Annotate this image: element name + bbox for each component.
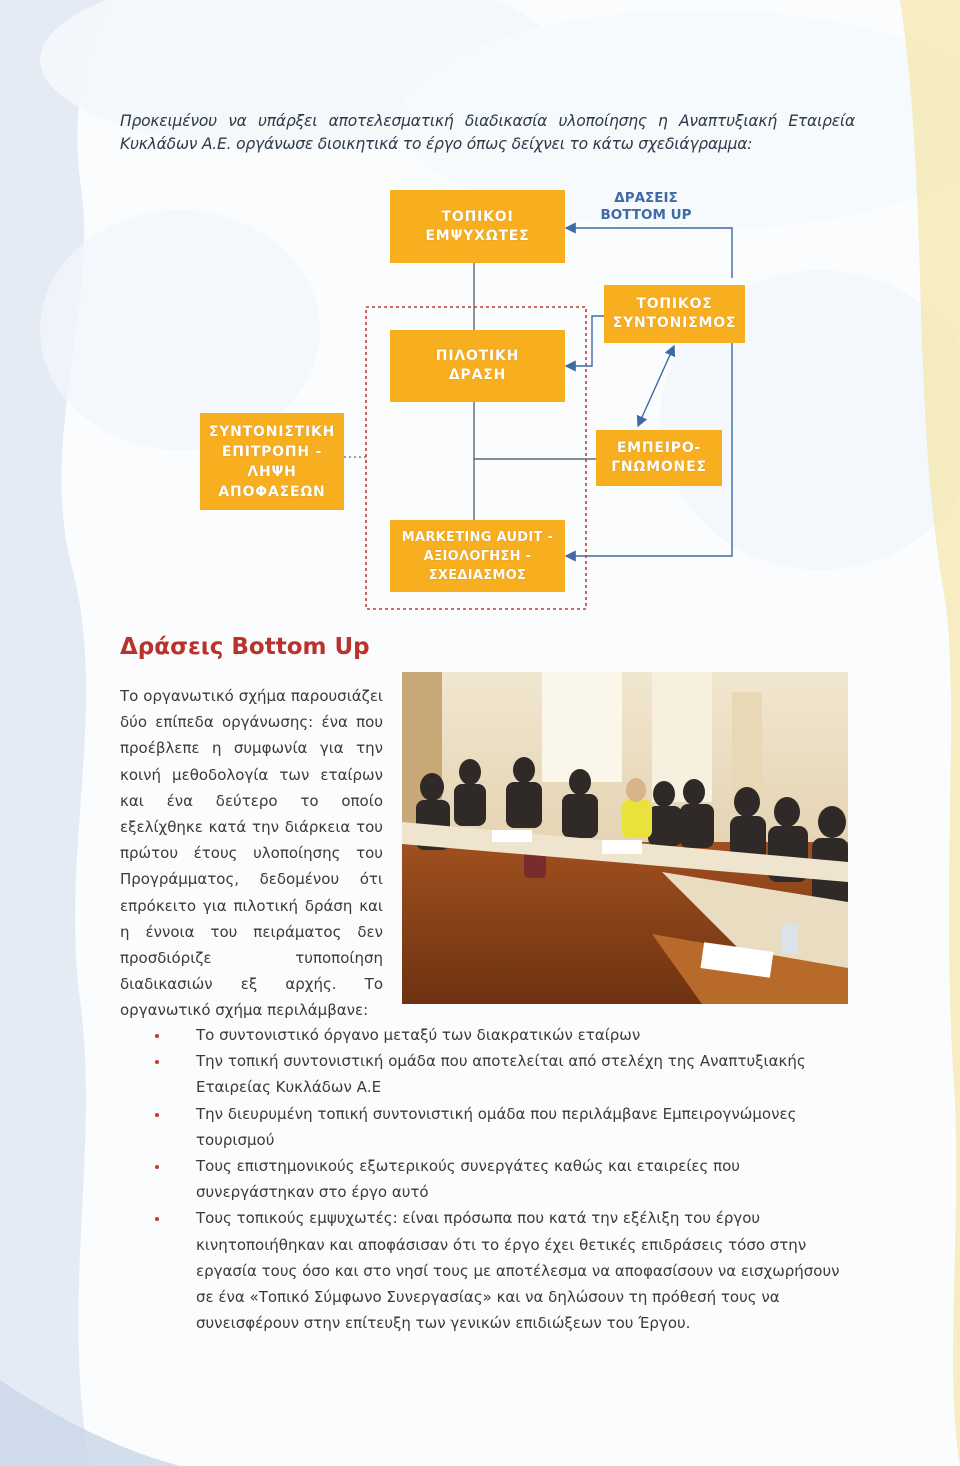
list-item-text: Τους τοπικούς εμψυχωτές: είναι πρόσωπα που κατά την εξέλιξη του έργου κινητοποιήθηκαν και αποφάσισαν ότι το έργο έχει θετικές επιδράσεις τόσο στην εργασία τους όσο και στο νησί τους με αποτέλεσμα να αποφασίσουν να εισχωρήσουν σε ένα «Τοπικό Σύμφωνο Συνεργασίας» και να δηλώσουν τη πρόθεσή τους να συνεισφέρουν στην επίτευξη των γενικών επιδιώξεων του Έργου. <box>196 1209 840 1333</box>
list-item-text: Τους επιστημονικούς εξωτερικούς συνεργάτες καθώς και εταιρείες που συνεργάστηκαν στο έργο αυτό <box>196 1157 740 1202</box>
box-line: ΔΡΑΣΗ <box>448 367 507 383</box>
box-line: ΕΠΙΤΡΟΠΗ - <box>221 443 323 460</box>
box-line: ΤΟΠΙΚΟΙ <box>441 208 514 225</box>
coordination-experts-arrow <box>638 346 674 426</box>
bullet-dot <box>155 1060 159 1064</box>
box-line: ΠΙΛΟΤΙΚΗ <box>435 348 520 364</box>
bullet-dot <box>155 1034 159 1038</box>
box-line: ΓΝΩΜΟΝΕΣ <box>611 459 707 475</box>
meeting-photo <box>402 672 848 1004</box>
box-line: ΑΞΙΟΛΟΓΗΣΗ - <box>423 548 532 564</box>
box-line: ΑΠΟΦΑΣΕΩΝ <box>218 483 326 500</box>
box-line: ΣΥΝΤΟΝΙΣΜΟΣ <box>612 315 737 331</box>
list-item-text: Την διευρυμένη τοπική συντονιστική ομάδα που περιλάμβανε Εμπειρογνώμονες τουρισμού <box>196 1104 797 1149</box>
bullet-dot <box>155 1113 159 1117</box>
bullet-list <box>152 1022 852 1336</box>
bullet-dot <box>155 1165 159 1169</box>
list-item <box>152 1101 852 1153</box>
coordination-to-pilot-arrow <box>566 316 604 366</box>
box-line: ΕΜΨΥΧΩΤΕΣ <box>425 227 530 244</box>
box-line: ΕΜΠΕΙΡΟ- <box>616 440 702 456</box>
box-line: ΤΟΠΙΚΟΣ <box>636 296 713 312</box>
list-item-text: Το συντονιστικό όργανο μεταξύ των διακρατικών εταίρων <box>196 1026 641 1044</box>
list-item <box>152 1048 852 1100</box>
box-line: ΣΧΕΔΙΑΣΜΟΣ <box>428 567 527 583</box>
list-item <box>152 1153 852 1205</box>
box-line: MARKETING AUDIT - <box>401 529 554 545</box>
list-item <box>152 1022 852 1048</box>
box-line: ΛΗΨΗ <box>247 463 297 480</box>
box-line: ΣΥΝΤΟΝΙΣΤΙΚΗ <box>208 423 336 440</box>
intro-paragraph: Προκειμένου να υπάρξει αποτελεσματική διαδικασία υλοποίησης η Αναπτυξιακή Εταιρεία Κυκλάδων Α.Ε. οργάνωσε διοικητικά το έργο όπως δείχνει το κάτω σχεδιάγραμμα: <box>120 112 855 153</box>
box-coordinating-committee <box>200 413 344 510</box>
bottom-up-label-line1: ΔΡΑΣΕΙΣ <box>614 190 678 206</box>
box-pilot-action <box>390 330 565 402</box>
bullet-dot <box>155 1217 159 1221</box>
list-item-text: Την τοπική συντονιστική ομάδα που αποτελείται από στελέχη της Αναπτυξιακής Εταιρείας Κυκλάδων Α.Ε <box>196 1052 806 1097</box>
box-local-coordination <box>604 285 745 343</box>
section-title: Δράσεις Bottom Up <box>120 634 370 660</box>
box-local-animators <box>390 190 565 263</box>
list-item <box>152 1205 852 1336</box>
box-marketing-audit <box>390 520 565 592</box>
bottom-up-arrow-top <box>566 228 732 278</box>
box-experts <box>596 430 722 486</box>
bottom-up-label-line2: BOTTOM UP <box>600 207 692 223</box>
side-paragraph: Το οργανωτικό σχήμα παρουσιάζει δύο επίπεδα οργάνωσης: ένα που προέβλεπε η συμφωνία για την κοινή μεθοδολογία των εταίρων και ένα δεύτερο το οποίο εξελίχθηκε κατά την διάρκεια του πρώτου έτους υλοποίησης του Προγράμματος, δεδομένου ότι επρόκειτο για πιλοτική δράση και η έννοια του πειράματος δεν προσδιόριζε τυποποίηση διαδικασιών εξ αρχής. Το οργανωτικό σχήμα περιλάμβανε: <box>120 687 383 1020</box>
bottom-up-label <box>596 190 696 224</box>
